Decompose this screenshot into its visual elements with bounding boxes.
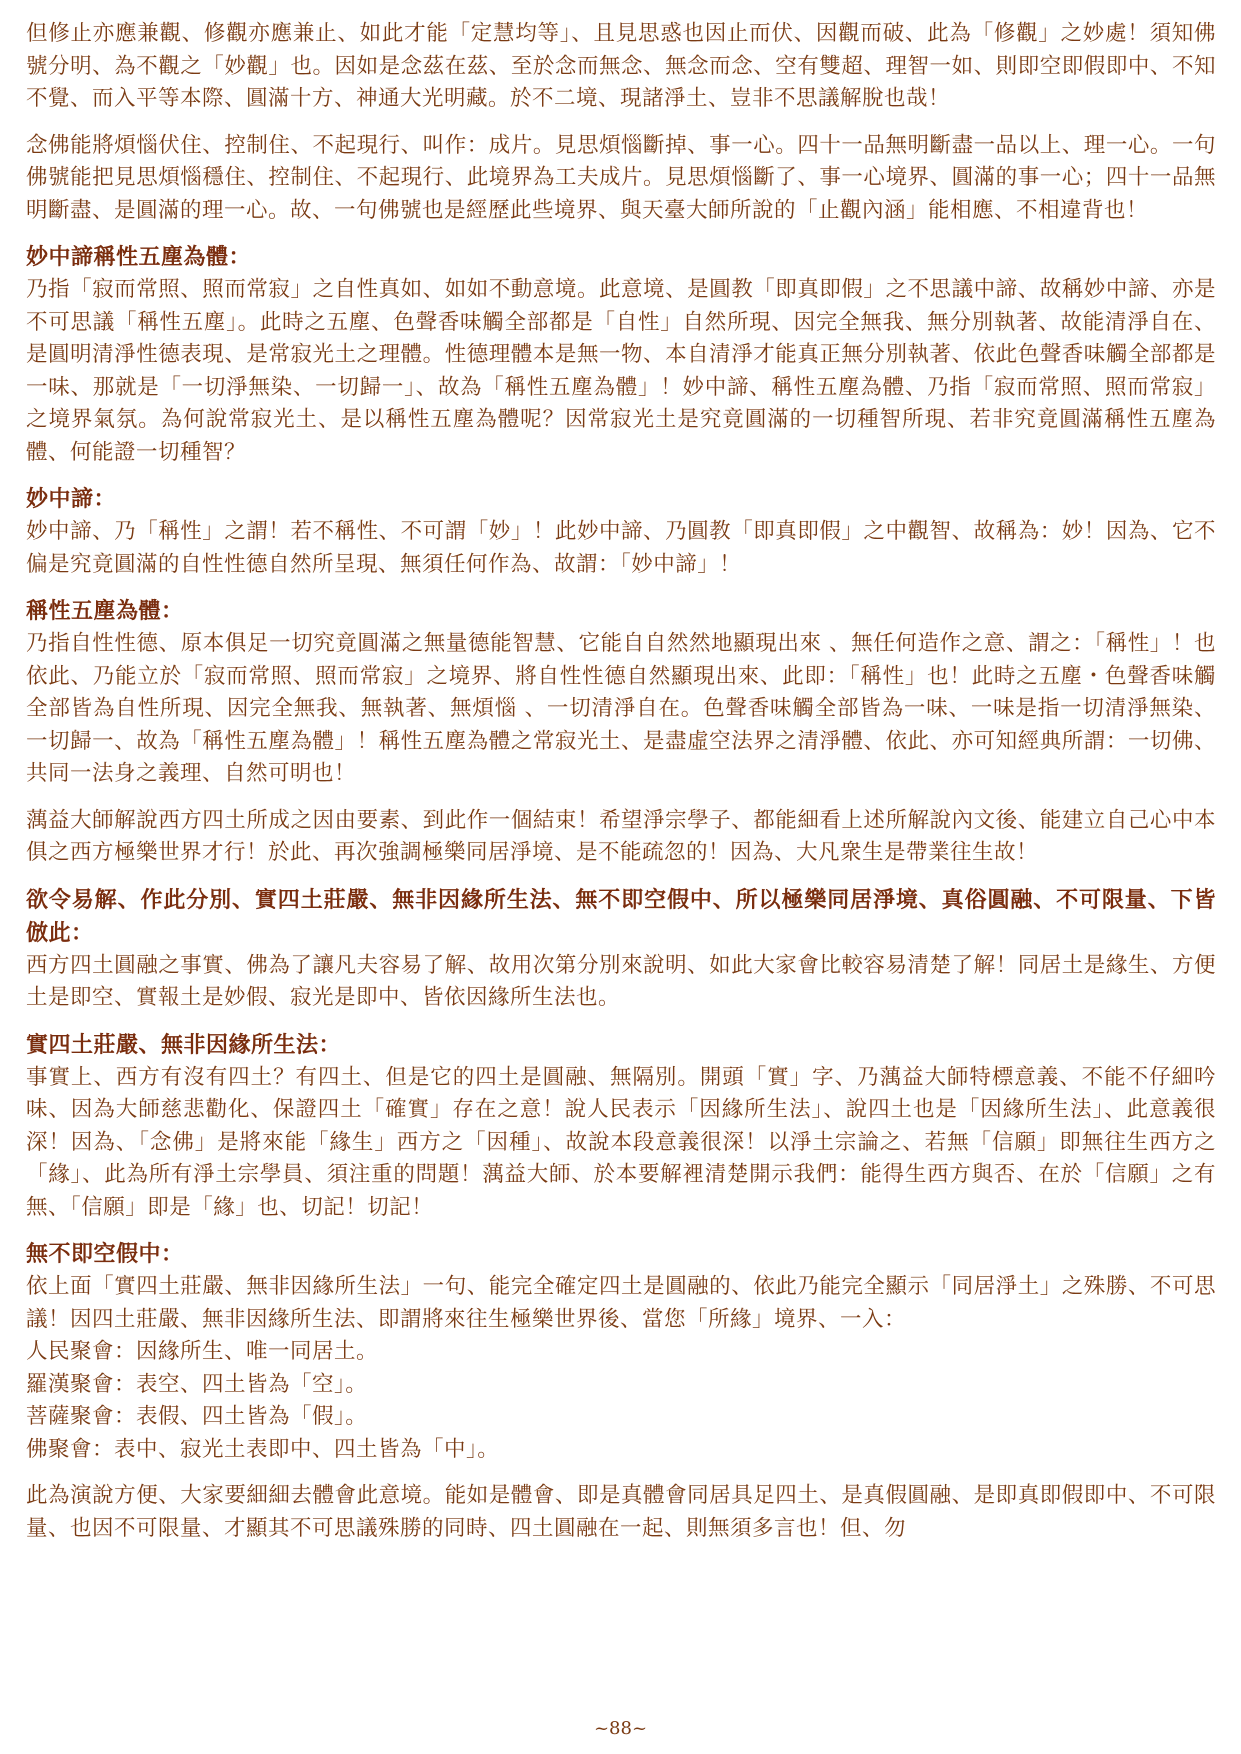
- paragraph-3: 乃指「寂而常照、照而常寂」之自性真如、如如不動意境。此意境、是圓教「即真即假」之不思議中諦、故稱妙中諦、亦是不可思議「稱性五塵」。此時之五塵、色聲香味觸全部都是「自性」自然所現、因完全無我、無分別執著、故能清淨自在、是圓明清淨性德表現、是常寂光土之理體。性德理體本是無一物、本自清淨才能真正無分別執著、依此色聲香味觸全部都是一味、那就是「一切淨無染、一切歸一」、故為「稱性五塵為體」！妙中諦、稱性五塵為體、乃指「寂而常照、照而常寂」之境界氣氛。為何說常寂光土、是以稱性五塵為體呢？因常寂光土是究竟圓滿的一切種智所現、若非究竟圓滿稱性五塵為體、何能證一切種智？: [26, 277, 1216, 465]
- list-item-pusa: 菩薩聚會：表假、四土皆為「假」。: [26, 1404, 368, 1429]
- paragraph-6: 蕅益大師解說西方四土所成之因由要素、到此作一個結束！希望淨宗學子、都能細看上述所解說內文後、能建立自己心中本俱之西方極樂世界才行！於此、再次強調極樂同居淨境、是不能疏忽的！因為、大凡衆生是帶業往生故！: [26, 807, 1216, 865]
- list-item-renmin: 人民聚會：因緣所生、唯一同居土。: [26, 1339, 379, 1364]
- paragraph-5: 乃指自性性德、原本俱足一切究竟圓滿之無量德能智慧、它能自自然然地顯現出來 、無任何造作之意、謂之：「稱性」！也依此、乃能立於「寂而常照、照而常寂」之境界、將自性性德自然顯現出來、此即：「稱性」也！此時之五塵・色聲香味觸全部皆為自性所現、因完全無我、無執著、無煩惱 、一切清淨自在。色聲香味觸全部皆為一味、一味是指一切清淨無染、一切歸一、故為「稱性五塵為體」！稱性五塵為體之常寂光土、是盡虛空法界之清淨體、依此、亦可知經典所謂：一切佛、共同一法身之義理、自然可明也！: [26, 631, 1216, 786]
- paragraph-7: 西方四土圓融之事實、佛為了讓凡夫容易了解、故用次第分別來說明、如此大家會比較容易清楚了解！同居土是緣生、方便土是即空、實報土是妙假、寂光是即中、皆依因緣所生法也。: [26, 952, 1216, 1010]
- paragraph-10: 此為演說方便、大家要細細去體會此意境。能如是體會、即是真體會同居具足四土、是真假圓融、是即真即假即中、不可限量、也因不可限量、才顯其不可思議殊勝的同時、四土圓融在一起、則無須多言也！但、勿: [26, 1483, 1216, 1541]
- paragraph-9: 依上面「實四土莊嚴、無非因緣所生法」一句、能完全確定四土是圓融的、依此乃能完全顯示「同居淨土」之殊勝、不可思議！因四土莊嚴、無非因緣所生法、即謂將來往生極樂世界後、當您「所緣」境界、一入：: [26, 1274, 1216, 1332]
- heading-miao-zhong-di: 妙中諦：: [26, 486, 117, 512]
- document-page: [26, 18, 1216, 1559]
- paragraph-1: 但修止亦應兼觀、修觀亦應兼止、如此才能「定慧均等」、且見思惑也因止而伏、因觀而破、此為「修觀」之妙處！須知佛號分明、為不觀之「妙觀」也。因如是念茲在茲、至於念而無念、無念而念、空有雙超、理智一如、則即空即假即中、不知不覺、而入平等本際、圓滿十方、神通大光明藏。於不二境、現諸淨土、豈非不思議解脫也哉！: [26, 21, 1216, 111]
- list-item-fo: 佛聚會：表中、寂光土表即中、四土皆為「中」。: [26, 1436, 500, 1462]
- heading-miao-zhong-di-cheng-xing: 妙中諦稱性五塵為體：: [26, 244, 252, 270]
- page-number: ~88~: [593, 1718, 648, 1739]
- list-item-luohan: 羅漢聚會：表空、四土皆為「空」。: [26, 1371, 368, 1397]
- heading-cheng-xing-wu-chen: 稱性五塵為體：: [26, 598, 184, 624]
- paragraph-2: 念佛能將煩惱伏住、控制住、不起現行、叫作：成片。見思煩惱斷掉、事一心。四十一品無明斷盡一品以上、理一心。一句佛號能把見思煩惱穩住、控制住、不起現行、此境界為工夫成片。見思煩惱斷了、事一心境界、圓滿的事一心；四十一品無明斷盡、是圓滿的理一心。故、一句佛號也是經歷此些境界、與天臺大師所說的「止觀內涵」能相應、不相違背也！: [26, 132, 1216, 223]
- paragraph-8: 事實上、西方有沒有四土？有四土、但是它的四土是圓融、無隔別。開頭「實」字、乃蕅益大師特標意義、不能不仔細吟味、因為大師慈悲勸化、保證四土「確實」存在之意！說人民表示「因緣所生法」、說四土也是「因緣所生法」、此意義很深！因為、「念佛」是將來能「緣生」西方之「因種」、故說本段意義很深！以淨土宗論之、若無「信願」即無往生西方之「緣」、此為所有淨土宗學員、須注重的問題！蕅益大師、於本要解裡清楚開示我們：能得生西方與否、在於「信願」之有無、「信願」即是「緣」也、切記！切記！: [26, 1064, 1216, 1220]
- paragraph-4: 妙中諦、乃「稱性」之謂！若不稱性、不可謂「妙」！此妙中諦、乃圓教「即真即假」之中觀智、故稱為：妙！因為、它不偏是究竟圓滿的自性性德自然所呈現、無須任何作為、故謂：「妙中諦」！: [26, 519, 1216, 577]
- heading-wu-bu-ji-kong: 無不即空假中：: [26, 1241, 184, 1267]
- heading-yu-ling-yi-jie: 欲令易解、作此分別、實四土莊嚴、無非因緣所生法、無不即空假中、所以極樂同居淨境、真俗圓融、不可限量、下皆倣此：: [26, 886, 1216, 946]
- heading-shi-si-tu: 實四土莊嚴、無非因緣所生法：: [26, 1031, 342, 1058]
